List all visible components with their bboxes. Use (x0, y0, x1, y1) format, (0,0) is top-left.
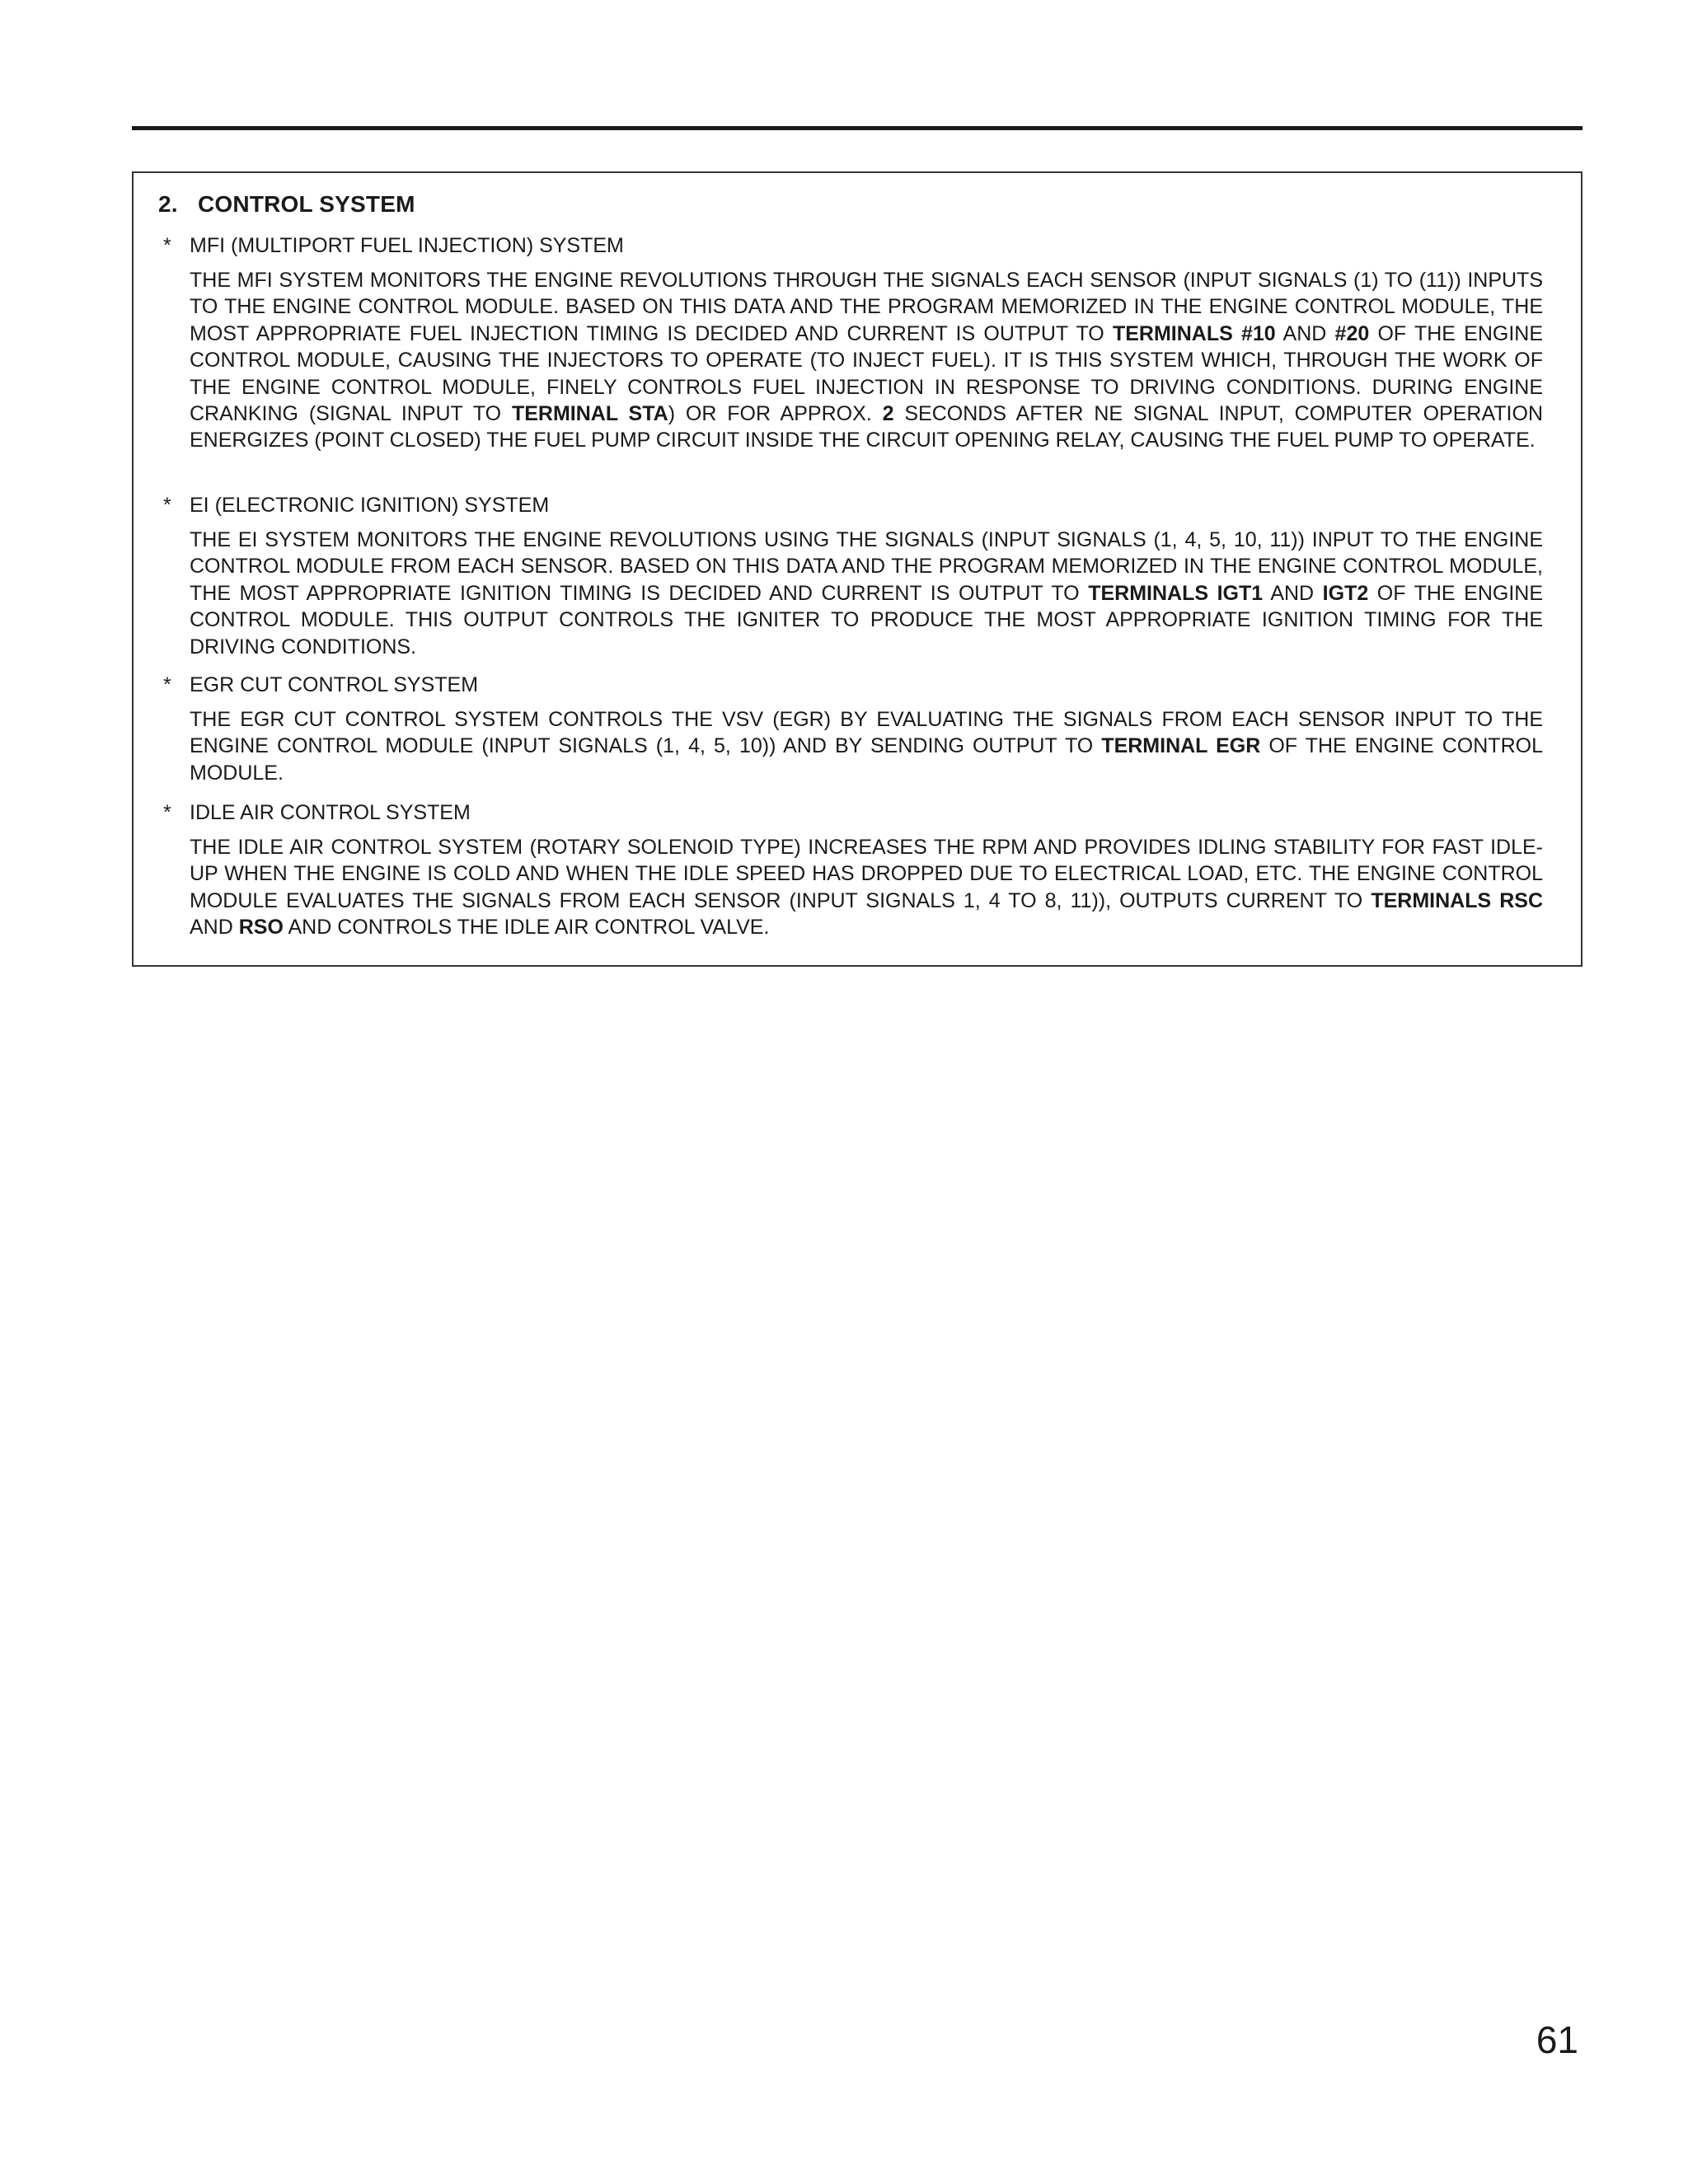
item-heading (158, 492, 1543, 518)
item-heading-text: IDLE AIR CONTROL SYSTEM (190, 801, 471, 824)
header-rule (132, 126, 1582, 130)
body-text: AND (190, 916, 239, 940)
bold-term: TERMINAL STA (511, 402, 668, 426)
bold-term: TERMINALS IGT1 (1088, 581, 1264, 605)
item-heading-text: MFI (MULTIPORT FUEL INJECTION) SYSTEM (190, 234, 624, 257)
body-text: ) OR FOR APPROX. (668, 402, 883, 426)
bold-term: #20 (1334, 321, 1370, 345)
body-text: SECONDS AFTER NE SIGNAL INPUT, COMPUTER OPERATION ENERGIZES (POINT CLOSED) THE FUEL PUMP CIRCUIT INSIDE THE CIRCUIT OPENING RELAY, CAUSING THE FUEL PUMP TO OPERATE. (190, 402, 1543, 452)
bold-term: RSO (238, 916, 284, 940)
bullet-star: * (163, 801, 171, 824)
bold-term: TERMINALS RSC (1371, 888, 1543, 912)
body-text: THE EGR CUT CONTROL SYSTEM CONTROLS THE VSV (EGR) BY EVALUATING THE SIGNALS FROM EACH SENSOR INPUT TO THE ENGINE CONTROL MODULE (INPUT SIGNALS (1, 4, 5, 10)) AND BY SENDING OUTPUT TO (190, 708, 1543, 758)
page-number: 61 (1536, 2018, 1578, 2061)
body-text: AND (1275, 321, 1335, 345)
item-idle-air-control-system (158, 799, 1543, 941)
item-body (158, 706, 1543, 786)
bullet-star: * (163, 494, 171, 517)
item-heading-text: EI (ELECTRONIC IGNITION) SYSTEM (190, 494, 550, 517)
item-ei-system (158, 492, 1543, 660)
bullet-star: * (163, 234, 171, 257)
item-mfi-system (158, 232, 1543, 454)
body-text: OF THE ENGINE CONTROL MODULE. THIS OUTPUT CONTROLS THE IGNITER TO PRODUCE THE MOST APPROPRIATE IGNITION TIMING FOR THE DRIVING CONDITIONS. (190, 581, 1544, 658)
body-text: AND CONTROLS THE IDLE AIR CONTROL VALVE. (283, 916, 770, 940)
bold-term: 2 (882, 402, 894, 426)
section-title (158, 191, 415, 218)
item-body (158, 834, 1543, 941)
item-body (158, 267, 1543, 454)
section-title-text: CONTROL SYSTEM (198, 191, 415, 217)
item-egr-cut-system (158, 672, 1543, 786)
bold-term: TERMINALS #10 (1112, 321, 1276, 345)
body-text: AND (1263, 581, 1323, 605)
body-text: THE IDLE AIR CONTROL SYSTEM (ROTARY SOLENOID TYPE) INCREASES THE RPM AND PROVIDES IDLING STABILITY FOR FAST IDLE-UP WHEN THE ENGINE IS COLD AND WHEN THE IDLE SPEED HAS DROPPED DUE TO ELECTRICAL LOAD, ETC. THE ENGINE CONTROL MODULE EVALUATES THE SIGNALS FROM EACH SENSOR (INPUT SIGNALS 1, 4 TO 8, 11)), OUTPUTS CURRENT TO (190, 836, 1543, 912)
item-heading (158, 232, 1543, 259)
bold-term: TERMINAL EGR (1101, 734, 1261, 758)
body-text: OF THE ENGINE CONTROL MODULE. (190, 734, 1543, 785)
body-text: THE EI SYSTEM MONITORS THE ENGINE REVOLUTIONS USING THE SIGNALS (INPUT SIGNALS (1, 4, 5, 10, 11)) INPUT TO THE ENGINE CONTROL MODULE FROM EACH SENSOR. BASED ON THIS DATA AND THE PROGRAM MEMORIZED IN THE ENGINE CONTROL MODULE, THE MOST APPROPRIATE IGNITION TIMING IS DECIDED AND CURRENT IS OUTPUT TO (190, 528, 1543, 605)
item-heading (158, 799, 1543, 826)
body-text: OF THE ENGINE CONTROL MODULE, CAUSING THE INJECTORS TO OPERATE (TO INJECT FUEL). IT IS THIS SYSTEM WHICH, THROUGH THE WORK OF THE ENGINE CONTROL MODULE, FINELY CONTROLS FUEL INJECTION IN RESPONSE TO DRIVING CONDITIONS. DURING ENGINE CRANKING (SIGNAL INPUT TO (190, 321, 1544, 426)
item-body (158, 527, 1543, 660)
item-heading (158, 672, 1543, 698)
bold-term: IGT2 (1322, 581, 1369, 605)
bullet-star: * (163, 673, 171, 696)
body-text: THE MFI SYSTEM MONITORS THE ENGINE REVOLUTIONS THROUGH THE SIGNALS EACH SENSOR (INPUT SIGNALS (1) TO (11)) INPUTS TO THE ENGINE CONTROL MODULE. BASED ON THIS DATA AND THE PROGRAM MEMORIZED IN THE ENGINE CONTROL MODULE, THE MOST APPROPRIATE FUEL INJECTION TIMING IS DECIDED AND CURRENT IS OUTPUT TO (190, 269, 1543, 345)
section-number: 2. (158, 191, 178, 217)
item-heading-text: EGR CUT CONTROL SYSTEM (190, 673, 479, 696)
control-system-box (132, 171, 1582, 967)
